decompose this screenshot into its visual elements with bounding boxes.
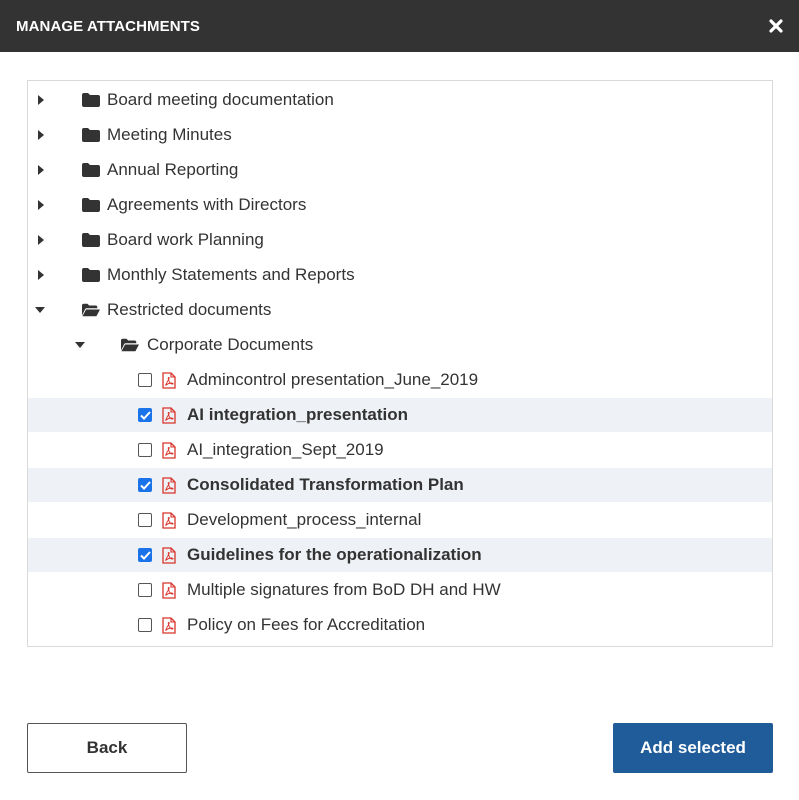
- file-checkbox[interactable]: [138, 583, 152, 597]
- folder-icon: [82, 268, 100, 282]
- pdf-file-icon: [162, 477, 176, 494]
- caret-right-icon[interactable]: [36, 270, 46, 280]
- folder-label: Restricted documents: [107, 300, 272, 319]
- tree-folder-board-meeting-documentation[interactable]: [28, 83, 772, 117]
- dialog-title: MANAGE ATTACHMENTS: [16, 17, 201, 35]
- folder-label: Board meeting documentation: [107, 90, 334, 109]
- file-checkbox[interactable]: [138, 373, 152, 387]
- file-label: Guidelines for the operationalization: [187, 545, 482, 564]
- caret-right-icon[interactable]: [36, 200, 46, 210]
- pdf-file-icon: [162, 407, 176, 424]
- pdf-file-icon: [162, 512, 176, 529]
- file-checkbox[interactable]: [138, 408, 152, 422]
- caret-down-icon[interactable]: [35, 305, 45, 315]
- file-checkbox[interactable]: [138, 513, 152, 527]
- folder-icon: [82, 163, 100, 177]
- caret-right-icon[interactable]: [36, 95, 46, 105]
- file-checkbox[interactable]: [138, 478, 152, 492]
- file-label: Consolidated Transformation Plan: [187, 475, 464, 494]
- pdf-file-icon: [162, 442, 176, 459]
- tree-folder-annual-reporting[interactable]: [28, 153, 772, 187]
- tree-file-row[interactable]: [28, 363, 772, 397]
- back-button[interactable]: Back: [27, 723, 187, 773]
- folder-label: Annual Reporting: [107, 160, 239, 179]
- folder-open-icon: [121, 338, 139, 352]
- tree-folder-corporate-documents[interactable]: [28, 328, 772, 362]
- file-checkbox[interactable]: [138, 548, 152, 562]
- close-icon[interactable]: [767, 17, 785, 35]
- file-checkbox[interactable]: [138, 443, 152, 457]
- tree-folder-agreements-with-directors[interactable]: [28, 188, 772, 222]
- folder-label: Corporate Documents: [147, 335, 314, 354]
- file-label: AI integration_presentation: [187, 405, 409, 424]
- caret-right-icon[interactable]: [36, 235, 46, 245]
- tree-folder-restricted-documents[interactable]: [28, 293, 772, 327]
- file-label: AI_integration_Sept_2019: [187, 440, 384, 459]
- tree-file-row[interactable]: [28, 468, 772, 502]
- add-selected-button[interactable]: Add selected: [613, 723, 773, 773]
- pdf-file-icon: [162, 547, 176, 564]
- folder-icon: [82, 198, 100, 212]
- folder-icon: [82, 128, 100, 142]
- pdf-file-icon: [162, 617, 176, 634]
- tree-folder-meeting-minutes[interactable]: [28, 118, 772, 152]
- tree-folder-board-work-planning[interactable]: [28, 223, 772, 257]
- caret-right-icon[interactable]: [36, 165, 46, 175]
- file-label: Policy on Fees for Accreditation: [187, 615, 426, 634]
- file-label: Development_process_internal: [187, 510, 422, 529]
- tree-file-row[interactable]: [28, 538, 772, 572]
- tree-file-row[interactable]: [28, 398, 772, 432]
- folder-open-icon: [82, 303, 100, 317]
- folder-icon: [82, 93, 100, 107]
- pdf-file-icon: [162, 582, 176, 599]
- pdf-file-icon: [162, 372, 176, 389]
- folder-label: Meeting Minutes: [107, 125, 232, 144]
- tree-file-row[interactable]: [28, 608, 772, 642]
- tree-folder-monthly-statements[interactable]: [28, 258, 772, 292]
- attachment-tree: [27, 80, 773, 647]
- caret-right-icon[interactable]: [36, 130, 46, 140]
- folder-icon: [82, 233, 100, 247]
- tree-file-row[interactable]: [28, 573, 772, 607]
- tree-file-row[interactable]: [28, 503, 772, 537]
- caret-down-icon[interactable]: [75, 340, 85, 350]
- file-label: Multiple signatures from BoD DH and HW: [187, 580, 501, 599]
- file-checkbox[interactable]: [138, 618, 152, 632]
- folder-label: Board work Planning: [107, 230, 264, 249]
- file-label: Admincontrol presentation_June_2019: [187, 370, 479, 389]
- folder-label: Monthly Statements and Reports: [107, 265, 355, 284]
- folder-label: Agreements with Directors: [107, 195, 307, 214]
- dialog-header: [0, 0, 799, 52]
- tree-file-row[interactable]: [28, 433, 772, 467]
